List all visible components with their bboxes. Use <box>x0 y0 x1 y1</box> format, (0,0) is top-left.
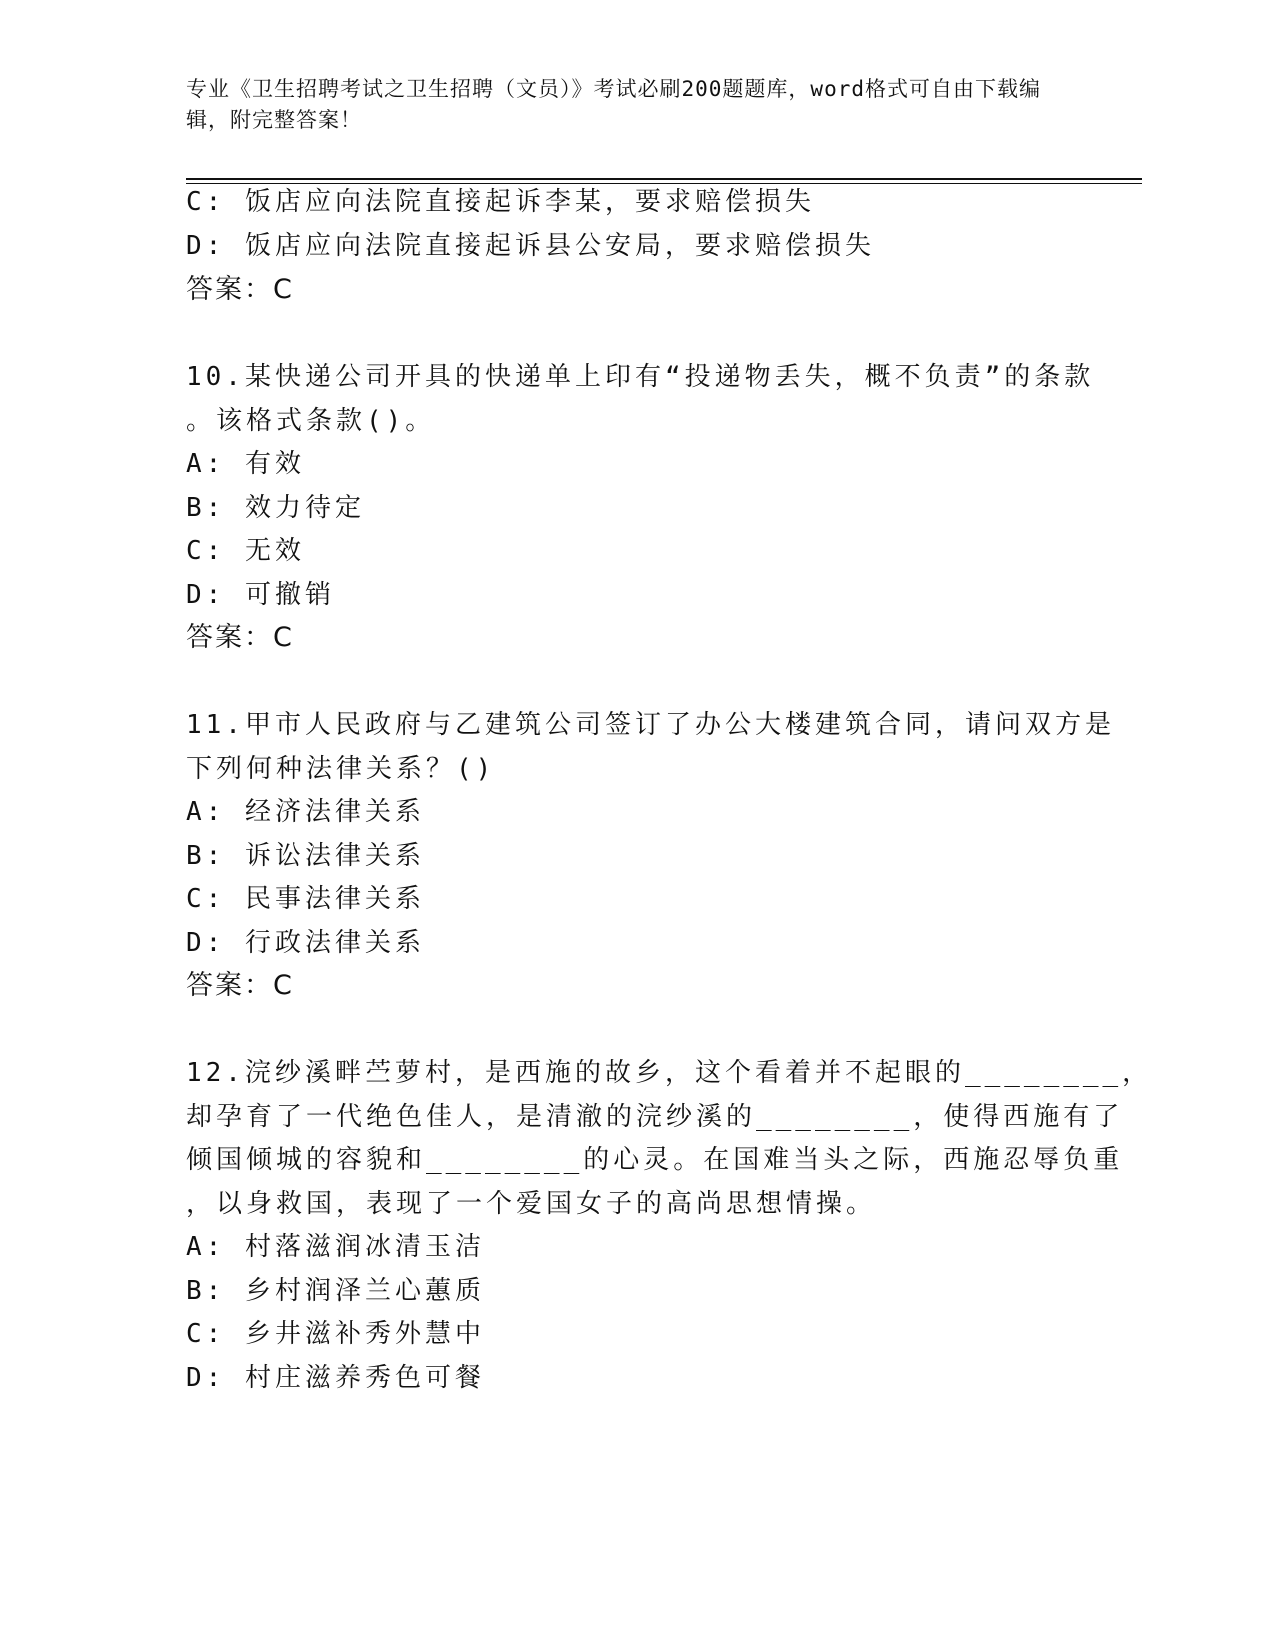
option-d: D: 饭店应向法院直接起诉县公安局，要求赔偿损失 <box>186 231 875 261</box>
question-stem: 11.甲市人民政府与乙建筑公司签订了办公大楼建筑合同，请问双方是 <box>186 710 1115 740</box>
option-d: D: 行政法律关系 <box>186 928 425 958</box>
option-c: C: 乡井滋补秀外慧中 <box>186 1319 485 1349</box>
question-stem: 却孕育了一代绝色佳人，是清澈的浣纱溪的________，使得西施有了 <box>186 1102 1124 1132</box>
option-d: D: 村庄滋养秀色可餐 <box>186 1363 485 1393</box>
option-b: B: 乡村润泽兰心蕙质 <box>186 1276 485 1306</box>
answer-line: 答案：C <box>186 622 294 653</box>
option-a: A: 经济法律关系 <box>186 797 425 827</box>
question-stem: 。该格式条款()。 <box>186 406 436 436</box>
option-c: C: 民事法律关系 <box>186 884 425 914</box>
question-stem: 10.某快递公司开具的快递单上印有“投递物丢失，概不负责”的条款 <box>186 362 1095 392</box>
option-a: A: 村落滋润冰清玉洁 <box>186 1232 485 1262</box>
question-stem: 12.浣纱溪畔苎萝村，是西施的故乡，这个看着并不起眼的________， <box>186 1058 1153 1088</box>
header-divider-thin <box>186 183 1142 184</box>
document-header: 专业《卫生招聘考试之卫生招聘（文员）》考试必刷200题题库，word格式可自由下载编辑，附完整答案！ <box>186 77 1041 132</box>
answer-line: 答案：C <box>186 970 294 1001</box>
header-divider <box>186 178 1142 180</box>
answer-line: 答案：C <box>186 274 294 305</box>
option-d: D: 可撤销 <box>186 580 335 610</box>
question-stem: 倾国倾城的容貌和________的心灵。在国难当头之际，西施忍辱负重 <box>186 1145 1124 1175</box>
option-c: C: 无效 <box>186 536 305 566</box>
option-c: C: 饭店应向法院直接起诉李某，要求赔偿损失 <box>186 187 815 217</box>
option-b: B: 诉讼法律关系 <box>186 841 425 871</box>
option-a: A: 有效 <box>186 449 305 479</box>
option-b: B: 效力待定 <box>186 493 365 523</box>
question-stem: 下列何种法律关系？() <box>186 754 496 784</box>
question-stem: ，以身救国，表现了一个爱国女子的高尚思想情操。 <box>186 1189 877 1219</box>
